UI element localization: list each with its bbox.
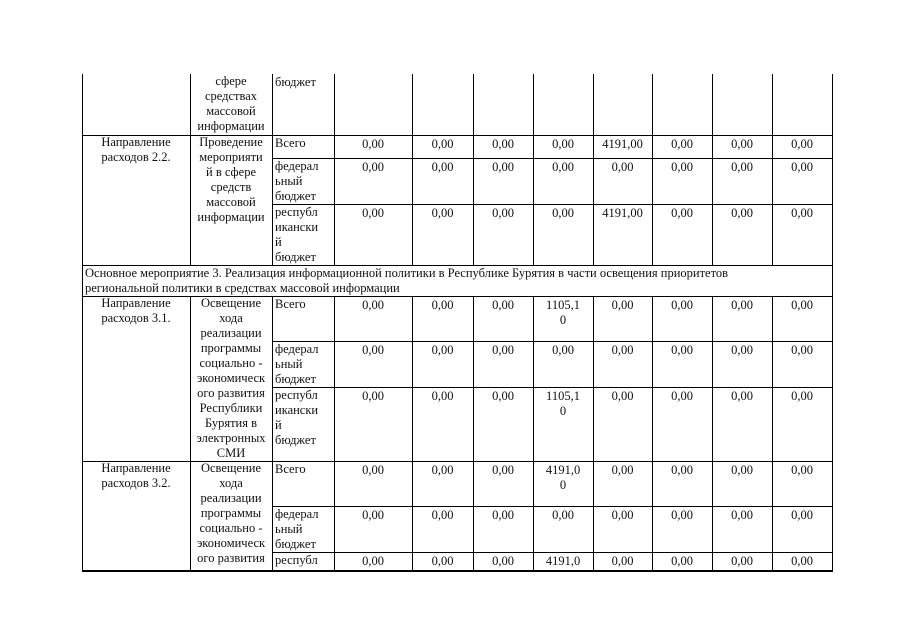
value-cell: 0,00 — [731, 160, 753, 174]
table-rule — [473, 296, 474, 461]
table-rule — [652, 296, 653, 461]
table-rule — [593, 135, 594, 265]
table-rule — [334, 74, 335, 135]
table-rule — [190, 74, 191, 135]
value-cell: 0,00 — [791, 206, 813, 220]
value-cell: 0,00 — [431, 343, 454, 357]
value-cell: 0,00 — [791, 554, 813, 568]
table-rule — [533, 296, 534, 461]
value-cell: 0,00 — [611, 463, 634, 477]
value-cell: 0,00 — [791, 298, 813, 312]
value-cell: 0,00 — [492, 343, 514, 357]
table-rule — [652, 74, 653, 135]
value-cell: 0,00 — [362, 508, 384, 522]
budget-type-cell: федерал ьный бюджет — [275, 159, 319, 203]
value-cell: 0,00 — [791, 463, 813, 477]
value-cell: 0,00 — [791, 160, 813, 174]
value-cell: 0,00 — [552, 508, 574, 522]
value-cell: 0,00 — [731, 343, 753, 357]
table-rule — [82, 571, 833, 572]
table-rule — [593, 461, 594, 571]
table-rule — [473, 461, 474, 571]
table-rule — [272, 296, 273, 461]
table-rule — [82, 570, 833, 571]
value-cell: 0,00 — [492, 137, 514, 151]
table-rule — [712, 74, 713, 135]
value-cell: 4191,00 — [602, 137, 643, 151]
table-rule — [82, 265, 83, 296]
direction-label: Направление расходов 2.2. — [101, 135, 171, 164]
table-rule — [82, 461, 83, 571]
table-rule — [652, 461, 653, 571]
value-cell: 0,00 — [552, 343, 574, 357]
table-rule — [82, 135, 83, 265]
value-cell: 0,00 — [671, 343, 693, 357]
value-cell: 0,00 — [671, 137, 693, 151]
value-cell: 0,00 — [552, 137, 574, 151]
value-cell: 4191,0 0 — [545, 463, 581, 492]
value-cell: 4191,0 — [545, 554, 581, 568]
table-rule — [272, 135, 273, 265]
table-rule — [712, 296, 713, 461]
value-cell: 0,00 — [731, 463, 753, 477]
value-cell: 0,00 — [791, 389, 813, 403]
table-rule — [533, 461, 534, 571]
table-rule — [652, 135, 653, 265]
table-rule — [832, 74, 833, 135]
value-cell: 0,00 — [671, 298, 693, 312]
budget-table — [82, 74, 832, 571]
table-rule — [712, 135, 713, 265]
direction-label: Направление расходов 3.1. — [101, 296, 171, 325]
value-cell: 0,00 — [611, 298, 634, 312]
value-cell: 0,00 — [362, 463, 384, 477]
value-cell: 4191,00 — [602, 206, 643, 220]
value-cell: 0,00 — [731, 137, 753, 151]
value-cell: 0,00 — [492, 206, 514, 220]
value-cell: 0,00 — [362, 137, 384, 151]
value-cell: 0,00 — [492, 160, 514, 174]
table-rule — [190, 135, 191, 265]
budget-type-cell: Всего — [275, 462, 306, 476]
event-name-cell: Проведение мероприяти й в сфере средств массовой информации — [197, 135, 265, 224]
table-rule — [712, 461, 713, 571]
value-cell: 0,00 — [431, 298, 454, 312]
table-rule — [772, 296, 773, 461]
event-name-cell: сфере средствах массовой информации — [197, 74, 265, 133]
budget-type-cell: республ — [275, 553, 318, 567]
value-cell: 0,00 — [362, 206, 384, 220]
table-rule — [593, 296, 594, 461]
table-rule — [190, 296, 191, 461]
value-cell: 0,00 — [492, 463, 514, 477]
table-rule — [334, 296, 335, 461]
value-cell: 0,00 — [611, 508, 634, 522]
table-rule — [82, 296, 83, 461]
table-rule — [412, 135, 413, 265]
value-cell: 1105,1 0 — [546, 389, 580, 418]
table-rule — [772, 74, 773, 135]
value-cell: 0,00 — [552, 206, 574, 220]
value-cell: 0,00 — [431, 554, 454, 568]
value-cell: 0,00 — [362, 554, 384, 568]
value-cell: 0,00 — [431, 389, 454, 403]
event-name-cell: Освещение хода реализации программы социально - экономическ ого развития Республики Бурятия в электронных СМИ — [196, 296, 266, 460]
budget-type-cell: Всего — [275, 136, 306, 150]
value-cell: 0,00 — [731, 508, 753, 522]
budget-type-cell: бюджет — [275, 75, 316, 89]
value-cell: 0,00 — [362, 389, 384, 403]
table-rule — [832, 135, 833, 265]
value-cell: 0,00 — [671, 206, 693, 220]
value-cell: 0,00 — [731, 206, 753, 220]
table-rule — [272, 461, 273, 571]
table-rule — [82, 74, 83, 135]
value-cell: 0,00 — [791, 137, 813, 151]
table-rule — [272, 74, 273, 135]
table-rule — [533, 135, 534, 265]
table-rule — [334, 135, 335, 265]
event-name-cell: Освещение хода реализации программы социально - экономическ ого развития — [196, 461, 266, 565]
value-cell: 0,00 — [731, 389, 753, 403]
value-cell: 0,00 — [362, 343, 384, 357]
table-rule — [473, 135, 474, 265]
table-rule — [334, 461, 335, 571]
value-cell: 0,00 — [492, 298, 514, 312]
budget-type-cell: республ икански й бюджет — [275, 205, 319, 264]
table-rule — [593, 74, 594, 135]
table-rule — [412, 296, 413, 461]
budget-type-cell: федерал ьный бюджет — [275, 342, 319, 386]
budget-type-cell: федерал ьный бюджет — [275, 507, 319, 551]
value-cell: 0,00 — [611, 343, 634, 357]
value-cell: 0,00 — [431, 463, 454, 477]
value-cell: 0,00 — [611, 389, 634, 403]
value-cell: 0,00 — [492, 508, 514, 522]
table-rule — [772, 461, 773, 571]
budget-type-cell: Всего — [275, 297, 306, 311]
value-cell: 0,00 — [611, 160, 634, 174]
section-header: Основное мероприятие 3. Реализация информационной политики в Республике Бурятия в части освещения приоритетов региональной политики в средствах массовой информации — [85, 266, 729, 295]
value-cell: 0,00 — [731, 554, 753, 568]
value-cell: 0,00 — [431, 508, 454, 522]
value-cell: 0,00 — [492, 389, 514, 403]
value-cell: 0,00 — [671, 389, 693, 403]
value-cell: 0,00 — [362, 160, 384, 174]
value-cell: 0,00 — [431, 160, 454, 174]
value-cell: 0,00 — [492, 554, 514, 568]
table-rule — [473, 74, 474, 135]
table-rule — [832, 461, 833, 571]
value-cell: 0,00 — [791, 508, 813, 522]
table-rule — [412, 461, 413, 571]
value-cell: 1105,1 0 — [546, 298, 580, 327]
value-cell: 0,00 — [731, 298, 753, 312]
value-cell: 0,00 — [431, 137, 454, 151]
value-cell: 0,00 — [671, 160, 693, 174]
table-rule — [832, 296, 833, 461]
value-cell: 0,00 — [791, 343, 813, 357]
table-rule — [832, 265, 833, 296]
value-cell: 0,00 — [552, 160, 574, 174]
value-cell: 0,00 — [431, 206, 454, 220]
direction-label: Направление расходов 3.2. — [101, 461, 171, 490]
table-rule — [412, 74, 413, 135]
value-cell: 0,00 — [671, 554, 693, 568]
table-rule — [190, 461, 191, 571]
table-rule — [533, 74, 534, 135]
table-rule — [772, 135, 773, 265]
value-cell: 0,00 — [611, 554, 634, 568]
budget-type-cell: республ икански й бюджет — [275, 388, 319, 447]
value-cell: 0,00 — [362, 298, 384, 312]
value-cell: 0,00 — [671, 508, 693, 522]
value-cell: 0,00 — [671, 463, 693, 477]
